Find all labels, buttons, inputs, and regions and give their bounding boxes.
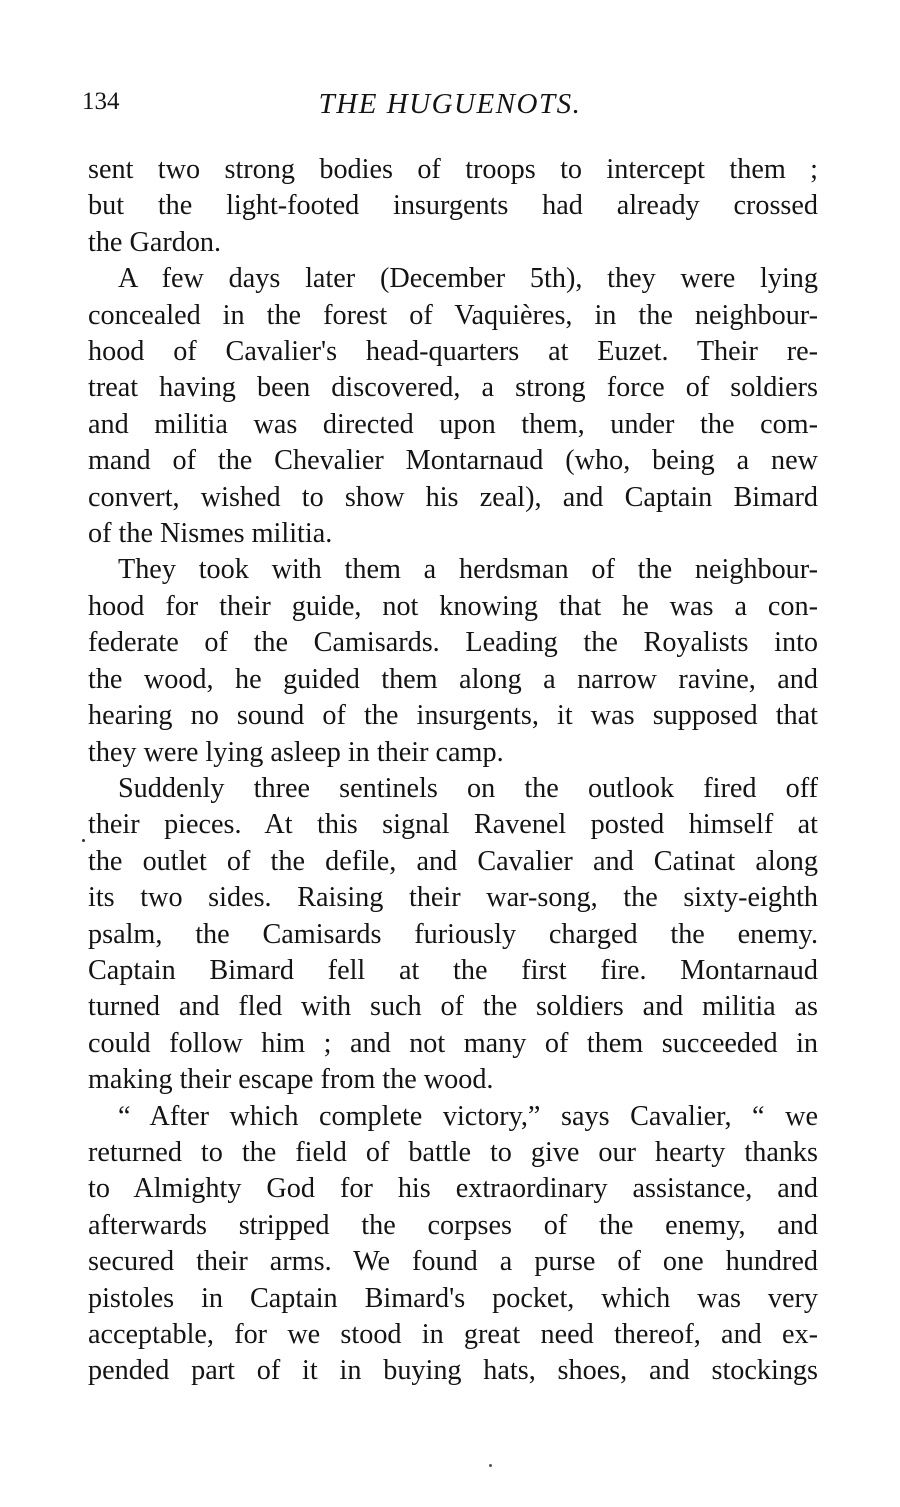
text-line: sent two strong bodies of troops to intercept them ; [88,154,818,185]
text-line: afterwards stripped the corpses of the enemy, and [88,1209,818,1241]
text-line: to Almighty God for his extraordinary assistance, and [88,1173,818,1205]
text-line: they were lying asleep in their camp. [88,736,504,768]
running-title: THE HUGUENOTS. [318,88,582,120]
text-line: Captain Bimard fell at the first fire. Montarnaud [88,954,818,986]
paragraph-5 [88,1099,818,1390]
page-header [0,88,900,128]
text-line: psalm, the Camisards furiously charged the enemy. [88,918,818,950]
text-line: could follow him ; and not many of them succeeded in [88,1027,818,1059]
margin-speck [82,839,85,842]
text-line: concealed in the forest of Vaquières, in the neighbour- [88,299,818,331]
bottom-speck [489,1464,492,1467]
text-line: Suddenly three sentinels on the outlook fired off [118,772,818,804]
text-line: hood of Cavalier's head-quarters at Euzet. Their re- [88,336,818,368]
text-line: secured their arms. We found a purse of one hundred [88,1246,818,1278]
paragraph-1 [88,152,818,261]
text-line: and militia was directed upon them, under the com- [88,408,818,440]
text-line: acceptable, for we stood in great need thereof, and ex- [88,1319,818,1350]
text-line: returned to the field of battle to give our hearty thanks [88,1136,818,1168]
text-line: pistoles in Captain Bimard's pocket, which was very [88,1282,818,1314]
text-line: the wood, he guided them along a narrow ravine, and [88,663,818,695]
text-line: They took with them a herdsman of the neighbour- [118,554,818,586]
text-line: convert, wished to show his zeal), and Captain Bimard [88,481,818,513]
text-line: turned and fled with such of the soldiers and militia as [88,991,818,1023]
text-line: the Gardon. [88,226,222,258]
text-line: making their escape from the wood. [88,1064,494,1096]
paragraph-3 [88,552,818,770]
text-line: A few days later (December 5th), they were lying [118,263,818,295]
body-text [88,152,818,1390]
text-line: of the Nismes militia. [88,518,333,550]
text-line: hood for their guide, not knowing that he was a con- [88,590,818,622]
text-line: but the light-footed insurgents had already crossed [88,190,818,222]
page-number: 134 [82,88,120,115]
text-line: hearing no sound of the insurgents, it was supposed that [88,700,818,732]
text-line: pended part of it in buying hats, shoes, and stockings [88,1355,818,1387]
text-line: mand of the Chevalier Montarnaud (who, being a new [88,445,818,477]
paragraph-4 [88,771,818,1099]
text-line: its two sides. Raising their war-song, the sixty-eighth [88,882,818,914]
text-line: “ After which complete victory,” says Cavalier, “ we [118,1100,818,1132]
text-line: their pieces. At this signal Ravenel posted himself at [88,809,818,841]
text-line: treat having been discovered, a strong force of soldiers [88,372,818,404]
paragraph-2 [88,261,818,552]
text-line: federate of the Camisards. Leading the Royalists into [88,627,818,659]
text-line: the outlet of the defile, and Cavalier and Catinat along [88,845,818,877]
